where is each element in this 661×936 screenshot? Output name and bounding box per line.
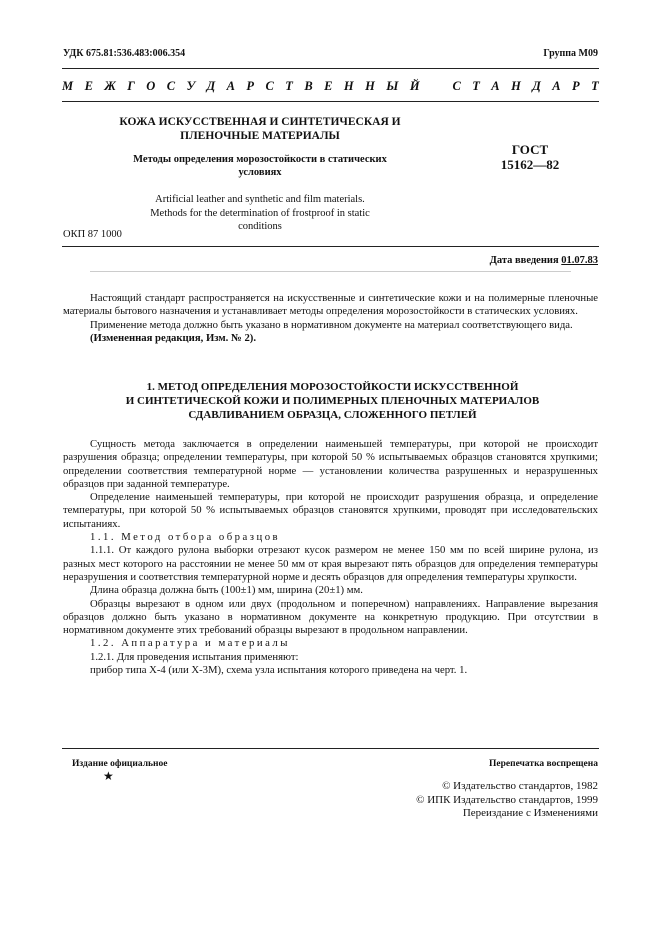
header-bottom-rule bbox=[62, 246, 599, 247]
top-rule bbox=[62, 68, 599, 69]
gost-number: 15162—82 bbox=[500, 157, 560, 172]
english-title-line: conditions bbox=[238, 221, 282, 232]
section-title-line: 1. МЕТОД ОПРЕДЕЛЕНИЯ МОРОЗОСТОЙКОСТИ ИСКУССТВЕННОЙ bbox=[146, 381, 519, 393]
banner-letter: А bbox=[491, 79, 500, 93]
banner-letter: Е bbox=[324, 79, 333, 93]
subsection-heading: 1.2. Аппаратура и материалы bbox=[90, 637, 290, 650]
gost-number-block bbox=[470, 142, 590, 172]
reprint-prohibited: Перепечатка воспрещена bbox=[488, 759, 598, 769]
copyright-block bbox=[416, 780, 598, 821]
banner-letter: А bbox=[226, 79, 235, 93]
english-title-line: Methods for the determination of frostproof in static bbox=[150, 207, 370, 219]
banner-letter: Е bbox=[84, 79, 93, 93]
footer-rule bbox=[62, 748, 599, 749]
banner-letter: Н bbox=[511, 79, 521, 93]
star-icon: ★ bbox=[103, 769, 114, 783]
section-title-line: СДАВЛИВАНИЕМ ОБРАЗЦА, СЛОЖЕННОГО ПЕТЛЕЙ bbox=[188, 409, 477, 421]
subsection-heading: 1.1. Метод отбора образцов bbox=[90, 531, 281, 544]
banner-letter: У bbox=[186, 79, 196, 93]
section-1-title bbox=[95, 380, 570, 422]
introduction-date bbox=[490, 255, 598, 266]
section-title-line: И СИНТЕТИЧЕСКОЙ КОЖИ И ПОЛИМЕРНЫХ ПЛЕНОЧНЫХ МАТЕРИАЛОВ bbox=[125, 395, 540, 407]
official-edition: Издание официальное bbox=[72, 759, 168, 769]
banner-letter: Г bbox=[127, 79, 135, 93]
banner-letter: Й bbox=[409, 79, 420, 93]
group-code: Группа М09 bbox=[543, 48, 598, 59]
title-line: КОЖА ИСКУССТВЕННАЯ И СИНТЕТИЧЕСКАЯ И bbox=[119, 116, 401, 128]
paragraph: 1.2.1. Для проведения испытания применяют: bbox=[90, 650, 299, 663]
gost-label: ГОСТ bbox=[511, 142, 549, 157]
english-title-line: Artificial leather and synthetic and film materials. bbox=[155, 194, 365, 205]
banner-letter: Т bbox=[285, 79, 293, 93]
banner-letter: Н bbox=[365, 79, 375, 93]
section-1-text bbox=[63, 438, 598, 677]
paragraph: 1.1.1. От каждого рулона выборки отрезают кусок размером не менее 150 мм по всей ширине рулона, из разных мест которого на расстоянии не менее 50 мм от края вырезают пять образцов для определения температуры неразрушения и соответствия температурной норме и десять образцов для определения температуры хрупкости. bbox=[63, 544, 598, 583]
paragraph: Длина образца должна быть (100±1) мм, ширина (20±1) мм. bbox=[90, 584, 363, 597]
subtitle-line: условиях bbox=[238, 167, 282, 178]
paragraph: Применение метода должно быть указано в нормативном документе на материал соответствующего вида. bbox=[90, 318, 573, 331]
copyright-line: © ИПК Издательство стандартов, 1999 bbox=[416, 793, 598, 806]
banner-letter: С bbox=[265, 79, 274, 93]
banner-letter: Ы bbox=[386, 79, 399, 93]
title-line: ПЛЕНОЧНЫЕ МАТЕРИАЛЫ bbox=[180, 130, 340, 142]
banner-letter: С bbox=[452, 79, 461, 93]
paragraph: Определение наименьшей температуры, при которой не происходит разрушения образца, и определение температуры, при которой 50 % испытываемых образцов становятся хрупкими, проводят при исследовательских испытаниях. bbox=[63, 491, 598, 530]
subtitle-line: Методы определения морозостойкости в статических bbox=[133, 154, 387, 165]
banner-letter: М bbox=[62, 79, 74, 93]
banner-gap bbox=[431, 79, 441, 94]
okp-code: ОКП 87 1000 bbox=[63, 229, 122, 240]
banner-letter: А bbox=[552, 79, 561, 93]
faint-rule bbox=[90, 271, 571, 272]
banner-letter: О bbox=[146, 79, 156, 93]
paragraph: Настоящий стандарт распространяется на искусственные и синтетические кожи и на полимерные пленочные материалы бытового назначения и устанавливает методы определения морозостойкости в статических условиях. bbox=[63, 292, 598, 318]
banner-letter: Т bbox=[591, 79, 599, 93]
banner-letter: С bbox=[166, 79, 176, 93]
udk-code: УДК 675.81:536.483:006.354 bbox=[63, 48, 186, 59]
date-value: 01.07.83 bbox=[561, 255, 598, 266]
banner-letter: Н bbox=[343, 79, 354, 93]
document-title-block bbox=[95, 115, 425, 234]
amendment-note: (Измененная редакция, Изм. № 2). bbox=[90, 331, 257, 344]
banner-letter: Ж bbox=[104, 79, 116, 93]
banner-rule bbox=[62, 101, 599, 102]
banner-letter: В bbox=[304, 79, 313, 93]
banner-letter: Р bbox=[246, 79, 255, 93]
date-label: Дата введения bbox=[489, 255, 562, 266]
intro-text bbox=[63, 292, 598, 345]
paragraph: Образцы вырезают в одном или двух (продольном и поперечном) направлениях. Направление вырезания образцов должно быть указано в нормативном документе на конкретную продукцию. При отсутствии в нормативном документе этих требований образцы вырезают в продольном направлении. bbox=[63, 597, 598, 637]
standard-banner bbox=[62, 79, 599, 94]
copyright-line: Переиздание с Изменениями bbox=[462, 807, 598, 819]
paragraph: прибор типа Х-4 (или Х-3М), схема узла испытания которого приведена на черт. 1. bbox=[90, 664, 468, 677]
banner-letter: Д bbox=[532, 79, 541, 93]
banner-letter: Д bbox=[206, 79, 216, 93]
copyright-line: © Издательство стандартов, 1982 bbox=[442, 780, 598, 792]
banner-letter: Р bbox=[572, 79, 580, 93]
banner-letter: Т bbox=[472, 79, 480, 93]
paragraph: Сущность метода заключается в определении наименьшей температуры, при которой не происходит разрушения образца; определении температуры, при которой 50 % испытываемых образцов становятся хрупкими; определении соответствия температурной норме — установлении количества разрушенных и неразрушенных образцов при заданной температуре. bbox=[63, 438, 598, 490]
